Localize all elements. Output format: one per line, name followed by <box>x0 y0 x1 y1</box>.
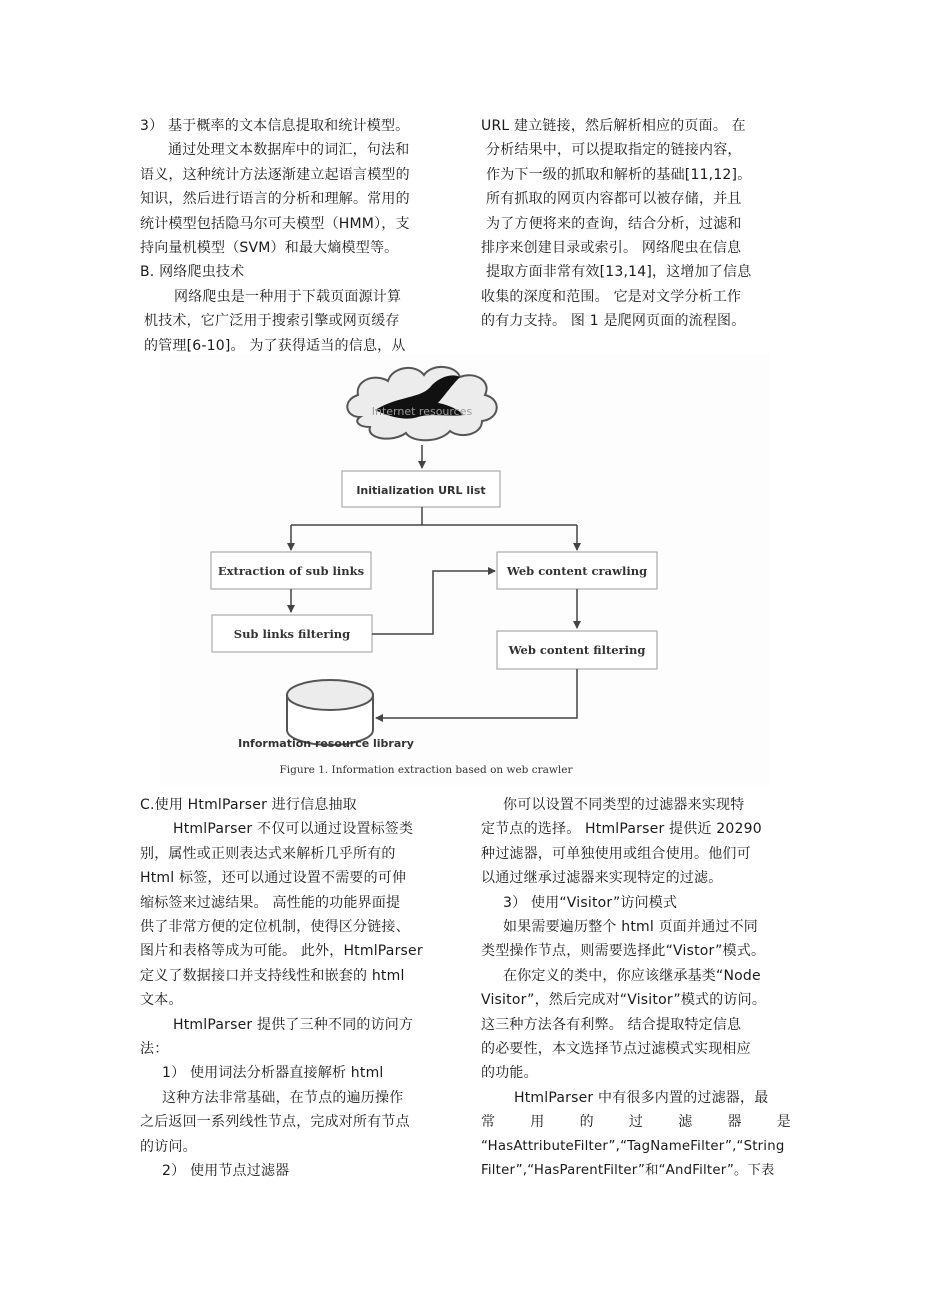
paragraph-line: 知识，然后进行语言的分析和理解。常用的 <box>140 191 410 208</box>
database-icon <box>287 680 373 745</box>
flowchart-svg <box>160 355 770 785</box>
word: 滤 <box>678 1114 693 1131</box>
paragraph-line: HtmlParser 提供了三种不同的访问方 <box>173 1016 414 1033</box>
word: 的 <box>579 1114 594 1131</box>
column-bottom-left <box>140 793 450 1184</box>
paragraph-line: 文本。 <box>140 992 183 1009</box>
paragraph-line: 定节点的选择。 HtmlParser 提供近 20290 <box>481 821 762 838</box>
column-top-left <box>140 114 450 358</box>
paragraph-line: 网络爬虫是一种用于下载页面源计算 <box>174 288 402 305</box>
paragraph-line: 分析结果中，可以提取指定的链接内容， <box>486 142 742 159</box>
paragraph-line: HtmlParser 中有很多内置的过滤器，最 <box>514 1089 769 1106</box>
paragraph-line: 持向量机模型（SVM）和最大熵模型等。 <box>140 240 399 257</box>
extraction-sub-links-label: Extraction of sub links <box>217 564 365 578</box>
paragraph-line: 提取方面非常有效[13,14]，这增加了信息 <box>486 264 752 281</box>
paragraph-line: 的管理[6-10]。 为了获得适当的信息，从 <box>144 337 406 354</box>
word: 用 <box>530 1114 545 1131</box>
paragraph-line: 种过滤器，可单独使用或组合使用。他们可 <box>481 845 751 862</box>
paragraph-line: 统计模型包括隐马尔可夫模型（HMM），支 <box>140 215 410 232</box>
section-heading-c: C.使用 HtmlParser 进行信息抽取 <box>140 797 357 813</box>
column-bottom-right <box>481 793 791 1184</box>
paragraph-line: Filter”,“HasParentFilter”和“AndFilter”。下表 <box>481 1163 775 1179</box>
paragraph-line: 收集的深度和范围。 它是对文学分析工作 <box>481 288 742 305</box>
figure-1-flowchart <box>160 355 770 785</box>
word: 常 <box>481 1114 496 1131</box>
paragraph-line: 类型操作节点，则需要选择此“Vistor”模式。 <box>481 943 766 960</box>
paragraph-line: 通过处理文本数据库中的词汇，句法和 <box>168 142 410 159</box>
paragraph-line: 缩标签来过滤结果。 高性能的功能界面提 <box>140 894 401 911</box>
paragraph-line: 这三种方法各有利弊。 结合提取特定信息 <box>481 1016 742 1033</box>
paragraph-line: 图片和表格等成为可能。 此外，HtmlParser <box>140 943 423 960</box>
library-label: Information resource library <box>238 737 414 750</box>
paragraph-line: HtmlParser 不仅可以通过设置标签类 <box>173 821 414 838</box>
paragraph-line: 机技术，它广泛用于搜索引擎或网页缓存 <box>144 313 400 330</box>
web-content-crawling-label: Web content crawling <box>506 564 648 578</box>
paragraph-line: 供了非常方便的定位机制，使得区分链接、 <box>140 919 410 936</box>
list-item-3: 3） 使用“Visitor”访问模式 <box>503 894 678 911</box>
paragraph-line: 之后返回一系列线性节点，完成对所有节点 <box>140 1114 410 1131</box>
paragraph-line: “HasAttributeFilter”,“TagNameFilter”,“String <box>481 1138 785 1154</box>
list-item-1: 1） 使用词法分析器直接解析 html <box>162 1065 384 1082</box>
justified-line <box>481 1110 791 1134</box>
arrow-to-library <box>376 669 577 718</box>
paragraph-line: Visitor”，然后完成对“Visitor”模式的访问。 <box>481 992 767 1009</box>
paragraph-line: 别，属性或正则表达式来解析几乎所有的 <box>140 845 396 862</box>
paragraph-line: 如果需要遍历整个 html 页面并通过不同 <box>503 919 758 936</box>
list-item-3-heading: 3） 基于概率的文本信息提取和统计模型。 <box>140 118 410 134</box>
paragraph-line: 作为下一级的抓取和解析的基础[11,12]。 <box>486 166 752 183</box>
paragraph-line: 你可以设置不同类型的过滤器来实现特 <box>503 797 745 813</box>
word: 器 <box>727 1114 742 1131</box>
internet-resources-cloud <box>347 367 496 440</box>
paragraph-line: 的功能。 <box>481 1065 538 1082</box>
figure-caption: Figure 1. Information extraction based on web crawler <box>279 764 573 776</box>
cloud-label: Internet resources <box>371 405 473 418</box>
paragraph-line: URL 建立链接，然后解析相应的页面。 在 <box>481 118 746 134</box>
paragraph-line: 定义了数据接口并支持线性和嵌套的 html <box>140 967 405 984</box>
sub-links-filtering-label: Sub links filtering <box>233 627 351 641</box>
paragraph-line: 这种方法非常基础，在节点的遍历操作 <box>162 1089 404 1106</box>
paragraph-line: 为了方便将来的查询，结合分析，过滤和 <box>486 215 742 232</box>
paragraph-line: 以通过继承过滤器来实现特定的过滤。 <box>481 870 723 887</box>
list-item-2: 2） 使用节点过滤器 <box>162 1163 290 1180</box>
word: 过 <box>628 1114 644 1131</box>
paragraph-line: Html 标签，还可以通过设置不需要的可伸 <box>140 870 407 887</box>
section-heading-b: B. 网络爬虫技术 <box>140 264 245 281</box>
paragraph-line: 语义，这种统计方法逐渐建立起语言模型的 <box>140 166 410 183</box>
paragraph-line: 的有力支持。 图 1 是爬网页面的流程图。 <box>481 313 746 330</box>
column-top-right <box>481 114 791 334</box>
word: 是 <box>776 1114 791 1131</box>
paragraph-line: 法： <box>140 1041 169 1058</box>
paragraph-line: 所有抓取的网页内容都可以被存储，并且 <box>486 191 742 208</box>
init-url-list-label: Initialization URL list <box>356 484 486 497</box>
web-content-filtering-label: Web content filtering <box>508 643 646 657</box>
paragraph-line: 排序来创建目录或索引。 网络爬虫在信息 <box>481 240 742 257</box>
paragraph-line: 的必要性，本文选择节点过滤模式实现相应 <box>481 1041 751 1058</box>
arrow-filter-to-crawl <box>372 571 495 634</box>
paragraph-line: 在你定义的类中，你应该继承基类“Node <box>503 967 761 984</box>
paragraph-line: 的访问。 <box>140 1138 197 1155</box>
